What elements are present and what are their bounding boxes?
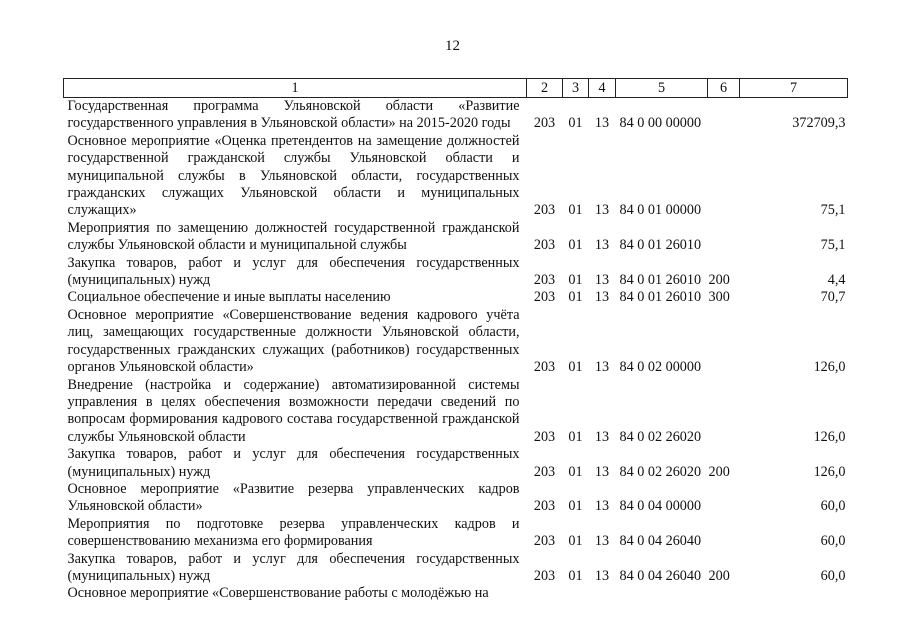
row-section-code: 01 [568,202,583,219]
header-col-4: 4 [589,79,616,98]
row-subsection-code: 13 [594,237,610,254]
row-amount: 60,0 [820,533,846,550]
header-col-6: 6 [708,79,740,98]
row-name: Закупка товаров, работ и услуг для обеспечения государственных (муниципальных) нужд [67,550,520,584]
header-row [64,79,848,98]
row-target-article [616,585,708,602]
row-section-code [563,585,589,602]
row-subsection-code: 13 [594,567,610,584]
budget-table [63,78,848,603]
row-amount: 126,0 [813,463,846,480]
row-section-code: 01 [568,115,583,132]
row-subsection-code: 13 [594,272,610,289]
row-expense-type [708,98,740,133]
row-ved-code: 203 [533,272,556,289]
row-target-article: 84 0 04 26040 [619,533,702,550]
row-name: Основное мероприятие «Совершенствование ведения кадрового учёта лиц, замещающих государственные должности Ульяновской области, государственных гражданских служащих (работников) государственных органов Ульяновской области» [67,306,520,376]
row-subsection-code: 13 [594,428,610,445]
table-row [64,377,848,447]
row-expense-type: 200 [708,567,730,584]
row-section-code: 01 [568,359,583,376]
row-amount: 4,4 [827,272,846,289]
header-col-1: 1 [64,79,527,98]
row-expense-type: 200 [708,463,730,480]
row-expense-type [708,133,740,220]
row-expense-type [708,481,740,516]
table-body [64,98,848,603]
table-row [64,255,848,290]
row-target-article: 84 0 01 26010 [619,237,702,254]
row-subsection-code: 13 [594,533,610,550]
row-ved-code: 203 [533,498,556,515]
row-expense-type: 300 [708,289,730,306]
row-section-code: 01 [568,272,583,289]
row-expense-type [708,516,740,551]
row-subsection-code [589,585,616,602]
row-target-article: 84 0 00 00000 [619,115,702,132]
row-expense-type [708,585,740,602]
row-ved-code: 203 [533,463,556,480]
table-row [64,551,848,586]
row-ved-code: 203 [533,202,556,219]
row-section-code: 01 [568,237,583,254]
row-amount [740,585,848,602]
row-ved-code: 203 [533,533,556,550]
row-expense-type: 200 [708,272,730,289]
row-ved-code: 203 [533,115,556,132]
row-target-article: 84 0 02 26020 [619,428,702,445]
table-row [64,516,848,551]
row-ved-code: 203 [533,237,556,254]
table-row [64,307,848,377]
table-row [64,585,848,602]
header-col-7: 7 [740,79,848,98]
row-expense-type [708,307,740,377]
header-col-3: 3 [563,79,589,98]
row-ved-code: 203 [533,567,556,584]
table-row [64,220,848,255]
row-name: Закупка товаров, работ и услуг для обеспечения государственных (муниципальных) нужд [67,446,520,480]
row-target-article: 84 0 04 26040 [619,567,702,584]
row-ved-code: 203 [533,428,556,445]
row-target-article: 84 0 01 26010 [619,272,702,289]
row-subsection-code: 13 [594,498,610,515]
row-section-code: 01 [568,498,583,515]
table-row [64,446,848,481]
row-subsection-code: 13 [594,115,610,132]
row-subsection-code: 13 [594,463,610,480]
row-target-article: 84 0 04 00000 [619,498,702,515]
table-row [64,289,848,306]
row-target-article: 84 0 01 00000 [619,202,702,219]
row-amount: 126,0 [813,428,846,445]
table-header [64,79,848,98]
table-row [64,133,848,220]
row-target-article: 84 0 01 26010 [619,289,702,306]
row-subsection-code: 13 [594,359,610,376]
row-name: Основное мероприятие «Совершенствование работы с молодёжью на [67,585,489,602]
row-expense-type [708,220,740,255]
row-name: Мероприятия по замещению должностей государственной гражданской службы Ульяновской области и муниципальной службы [67,219,520,254]
row-name: Закупка товаров, работ и услуг для обеспечения государственных (муниципальных) нужд [67,254,520,289]
row-target-article: 84 0 02 00000 [619,359,702,376]
row-name: Государственная программа Ульяновской области «Развитие государственного управления в Ульяновской области» на 2015-2020 годы [67,98,520,132]
row-section-code: 01 [568,289,583,306]
row-amount: 372709,3 [792,115,846,132]
row-amount: 126,0 [813,359,846,376]
row-name: Социальное обеспечение и иные выплаты населению [67,289,391,306]
row-amount: 70,7 [820,289,846,306]
row-section-code: 01 [568,428,583,445]
row-name: Основное мероприятие «Развитие резерва управленческих кадров Ульяновской области» [67,480,520,515]
table-row [64,98,848,133]
row-name: Основное мероприятие «Оценка претендентов на замещение должностей государственной гражданской службы Ульяновской области и муниципальной службы в Ульяновской области, государственных гражданских служащих Ульяновской области и муниципальных служащих» [67,132,520,219]
row-ved-code [527,585,563,602]
header-col-5: 5 [616,79,708,98]
row-ved-code: 203 [533,359,556,376]
row-name: Мероприятия по подготовке резерва управленческих кадров и совершенствованию механизма его формирования [67,515,520,550]
row-section-code: 01 [568,463,583,480]
row-subsection-code: 13 [594,202,610,219]
page-number: 12 [445,38,460,54]
row-expense-type [708,377,740,447]
row-amount: 60,0 [820,567,846,584]
row-section-code: 01 [568,533,583,550]
row-name: Внедрение (настройка и содержание) автоматизированной системы управления в целях обеспечения возможности передачи сведений по вопросам формирования кадрового состава государственной гражданской службы Ульяновской области [67,376,520,445]
row-ved-code: 203 [533,289,556,306]
row-subsection-code: 13 [594,289,610,306]
row-amount: 75,1 [820,202,846,219]
row-amount: 75,1 [820,237,846,254]
row-amount: 60,0 [820,498,846,515]
row-section-code: 01 [568,567,583,584]
table-row [64,481,848,516]
row-target-article: 84 0 02 26020 [619,463,702,480]
header-col-2: 2 [527,79,563,98]
